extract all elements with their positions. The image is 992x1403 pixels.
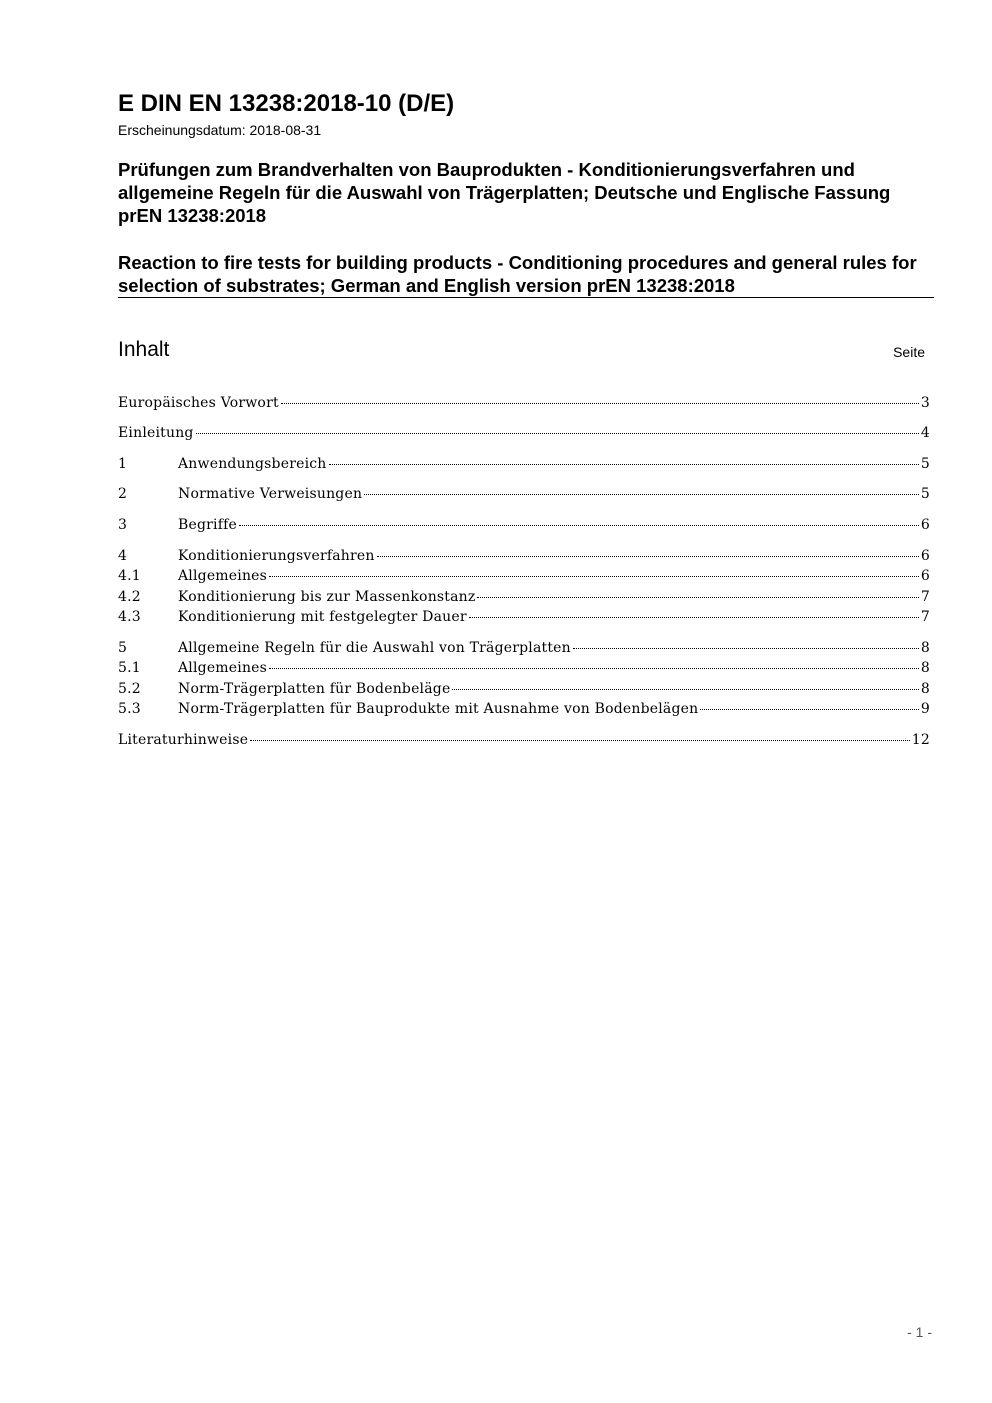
toc-entry[interactable] [118, 681, 930, 701]
toc-entry-title: Norm-Trägerplatten für Bodenbeläge [178, 681, 451, 697]
toc-entry-page: 12 [911, 732, 930, 748]
toc-entry-page: 8 [920, 640, 930, 656]
toc-dot-leader [377, 556, 919, 557]
toc-entry[interactable] [118, 701, 930, 721]
toc-entry-title: Allgemeines [178, 660, 268, 676]
page-number: - 1 - [907, 1324, 932, 1340]
toc-dot-leader [269, 576, 919, 577]
toc-entry-title: Normative Verweisungen [178, 486, 363, 502]
title-german: Prüfungen zum Brandverhalten von Bauprodukten - Konditionierungsverfahren und allgemeine Regeln für die Auswahl von Trägerplatten; Deutsche und Englische Fassung prEN 13238:2018 [118, 159, 891, 226]
toc-dot-leader [269, 668, 919, 669]
publication-date: Erscheinungsdatum: 2018-08-31 [118, 122, 322, 138]
toc-entry-number: 4 [118, 548, 128, 564]
toc-entry-number: 1 [118, 456, 128, 472]
toc-dot-leader [700, 709, 919, 710]
toc-entry-page: 7 [920, 609, 930, 625]
toc-entry-page: 7 [920, 589, 930, 605]
toc-entry-page: 6 [920, 568, 930, 584]
toc-entry-page: 6 [920, 517, 930, 533]
toc-entry[interactable] [118, 732, 930, 752]
toc-entry-number: 4.1 [118, 568, 141, 584]
toc-entry-number: 5.2 [118, 681, 141, 697]
toc-entry[interactable] [118, 568, 930, 588]
toc-entry-number: 3 [118, 517, 128, 533]
toc-dot-leader [573, 648, 919, 649]
toc-entry-page: 3 [920, 395, 930, 411]
toc-entry[interactable] [118, 486, 930, 506]
toc-entry-number: 5.3 [118, 701, 141, 717]
toc-entry-page: 8 [920, 681, 930, 697]
toc-dot-leader [329, 464, 919, 465]
toc-dot-leader [281, 403, 919, 404]
toc-entry[interactable] [118, 425, 930, 445]
toc-heading: Inhalt [118, 338, 170, 361]
toc-page-label: Seite [893, 344, 925, 360]
toc-entry[interactable] [118, 640, 930, 660]
toc-entry-title: Literaturhinweise [118, 732, 249, 748]
toc-entry-page: 5 [920, 456, 930, 472]
toc-dot-leader [469, 617, 919, 618]
toc-entry-title: Einleitung [118, 425, 194, 441]
toc-entry-title: Anwendungsbereich [178, 456, 327, 472]
toc-entry-title: Konditionierung bis zur Massenkonstanz [178, 589, 476, 605]
toc-entry-number: 2 [118, 486, 128, 502]
toc-entry-title: Konditionierung mit festgelegter Dauer [178, 609, 467, 625]
toc-entry-title: Europäisches Vorwort [118, 395, 279, 411]
toc-entry[interactable] [118, 609, 930, 629]
toc-dot-leader [477, 597, 918, 598]
document-id: E DIN EN 13238:2018-10 (D/E) [118, 90, 455, 117]
toc-entry-title: Norm-Trägerplatten für Bauprodukte mit Ausnahme von Bodenbelägen [178, 701, 699, 717]
toc-entry[interactable] [118, 589, 930, 609]
toc-entry[interactable] [118, 456, 930, 476]
toc-dot-leader [452, 689, 918, 690]
toc-entry-page: 8 [920, 660, 930, 676]
toc-entry-number: 5.1 [118, 660, 141, 676]
toc-entry-page: 5 [920, 486, 930, 502]
toc-entry-number: 4.3 [118, 609, 141, 625]
title-english: Reaction to fire tests for building products - Conditioning procedures and general rules for selection of substrates; German and English version prEN 13238:2018 [118, 252, 917, 296]
toc-entry-title: Begriffe [178, 517, 237, 533]
toc-entry[interactable] [118, 548, 930, 568]
title-divider [118, 297, 934, 298]
toc-entry[interactable] [118, 395, 930, 415]
toc-entry-number: 5 [118, 640, 128, 656]
toc-dot-leader [250, 740, 910, 741]
toc-dot-leader [196, 433, 919, 434]
toc-entry-page: 6 [920, 548, 930, 564]
toc-entry-title: Allgemeine Regeln für die Auswahl von Trägerplatten [178, 640, 571, 656]
toc-entry-title: Konditionierungsverfahren [178, 548, 375, 564]
toc-entry-page: 9 [920, 701, 930, 717]
toc-entry-page: 4 [920, 425, 930, 441]
toc-entry[interactable] [118, 660, 930, 680]
toc-dot-leader [239, 525, 919, 526]
toc-entry[interactable] [118, 517, 930, 537]
toc-entry-number: 4.2 [118, 589, 141, 605]
toc-dot-leader [364, 494, 919, 495]
toc-entry-title: Allgemeines [178, 568, 268, 584]
